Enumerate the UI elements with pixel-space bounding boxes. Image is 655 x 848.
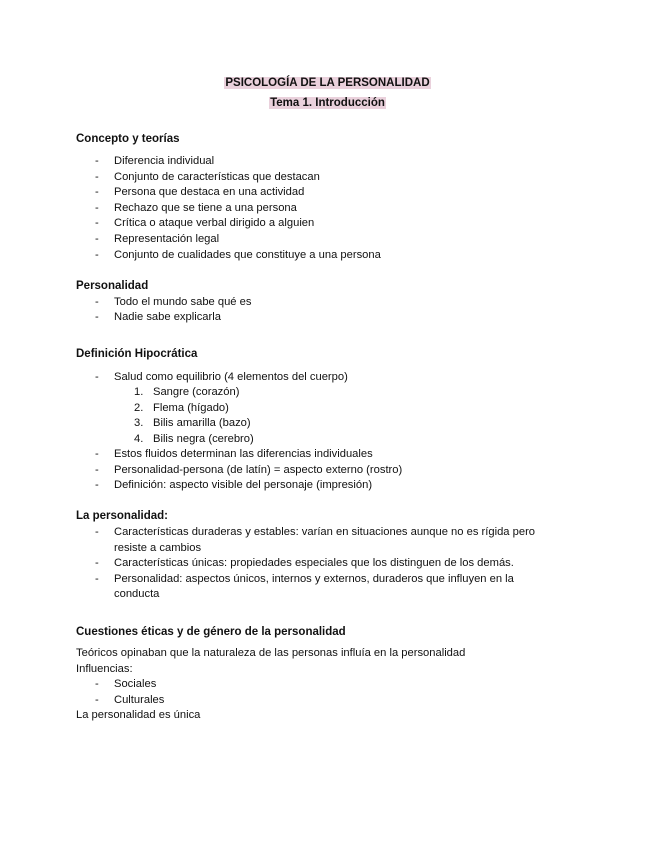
list-item: - Nadie sabe explicarla — [95, 311, 221, 323]
list-item: - Salud como equilibrio (4 elementos del cuerpo) — [95, 371, 348, 383]
list-item: - Personalidad: aspectos únicos, internos y externos, duraderos que influyen en la — [95, 573, 514, 585]
section-heading-hipocratica: Definición Hipocrática — [76, 348, 198, 360]
list-item: - Representación legal — [95, 233, 220, 245]
list-item: - Personalidad-persona (de latín) = aspecto externo (rostro) — [95, 464, 403, 476]
list-item-continuation: resiste a cambios — [114, 542, 202, 554]
list-item: - Todo el mundo sabe qué es — [95, 296, 252, 308]
list-item: - Conjunto de características que destacan — [95, 171, 320, 183]
numbered-item: 4. Bilis negra (cerebro) — [134, 433, 254, 445]
title-line — [0, 76, 655, 92]
list-item: - Crítica o ataque verbal dirigido a alguien — [95, 217, 315, 229]
list-item: - Características duraderas y estables: varían en situaciones aunque no es rígida pero — [95, 526, 536, 538]
numbered-item: 1. Sangre (corazón) — [134, 386, 240, 398]
paragraph: La personalidad es única — [76, 709, 201, 721]
list-item: - Definición: aspecto visible del personaje (impresión) — [95, 479, 373, 491]
list-item: - Características únicas: propiedades especiales que los distinguen de los demás. — [95, 557, 514, 569]
numbered-item: 3. Bilis amarilla (bazo) — [134, 417, 251, 429]
section-heading-concepto: Concepto y teorías — [76, 133, 180, 145]
subtitle-line — [0, 96, 655, 112]
section-heading-personalidad: Personalidad — [76, 280, 149, 292]
list-item: - Estos fluidos determinan las diferencias individuales — [95, 448, 373, 460]
paragraph: Influencias: — [76, 663, 133, 675]
list-item: - Diferencia individual — [95, 155, 215, 167]
list-item-continuation: conducta — [114, 588, 160, 600]
paragraph: Teóricos opinaban que la naturaleza de las personas influía en la personalidad — [76, 647, 466, 659]
section-heading-cuestiones: Cuestiones éticas y de género de la personalidad — [76, 626, 346, 638]
document-subtitle: Tema 1. Introducción — [270, 97, 385, 109]
list-item: - Sociales — [95, 678, 157, 690]
document-title: PSICOLOGÍA DE LA PERSONALIDAD — [225, 77, 430, 89]
list-item: - Culturales — [95, 694, 165, 706]
list-item: - Persona que destaca en una actividad — [95, 186, 305, 198]
section-heading-la-personalidad: La personalidad: — [76, 510, 169, 522]
list-item: - Conjunto de cualidades que constituye a una persona — [95, 249, 381, 261]
numbered-item: 2. Flema (hígado) — [134, 402, 229, 414]
list-item: - Rechazo que se tiene a una persona — [95, 202, 297, 214]
